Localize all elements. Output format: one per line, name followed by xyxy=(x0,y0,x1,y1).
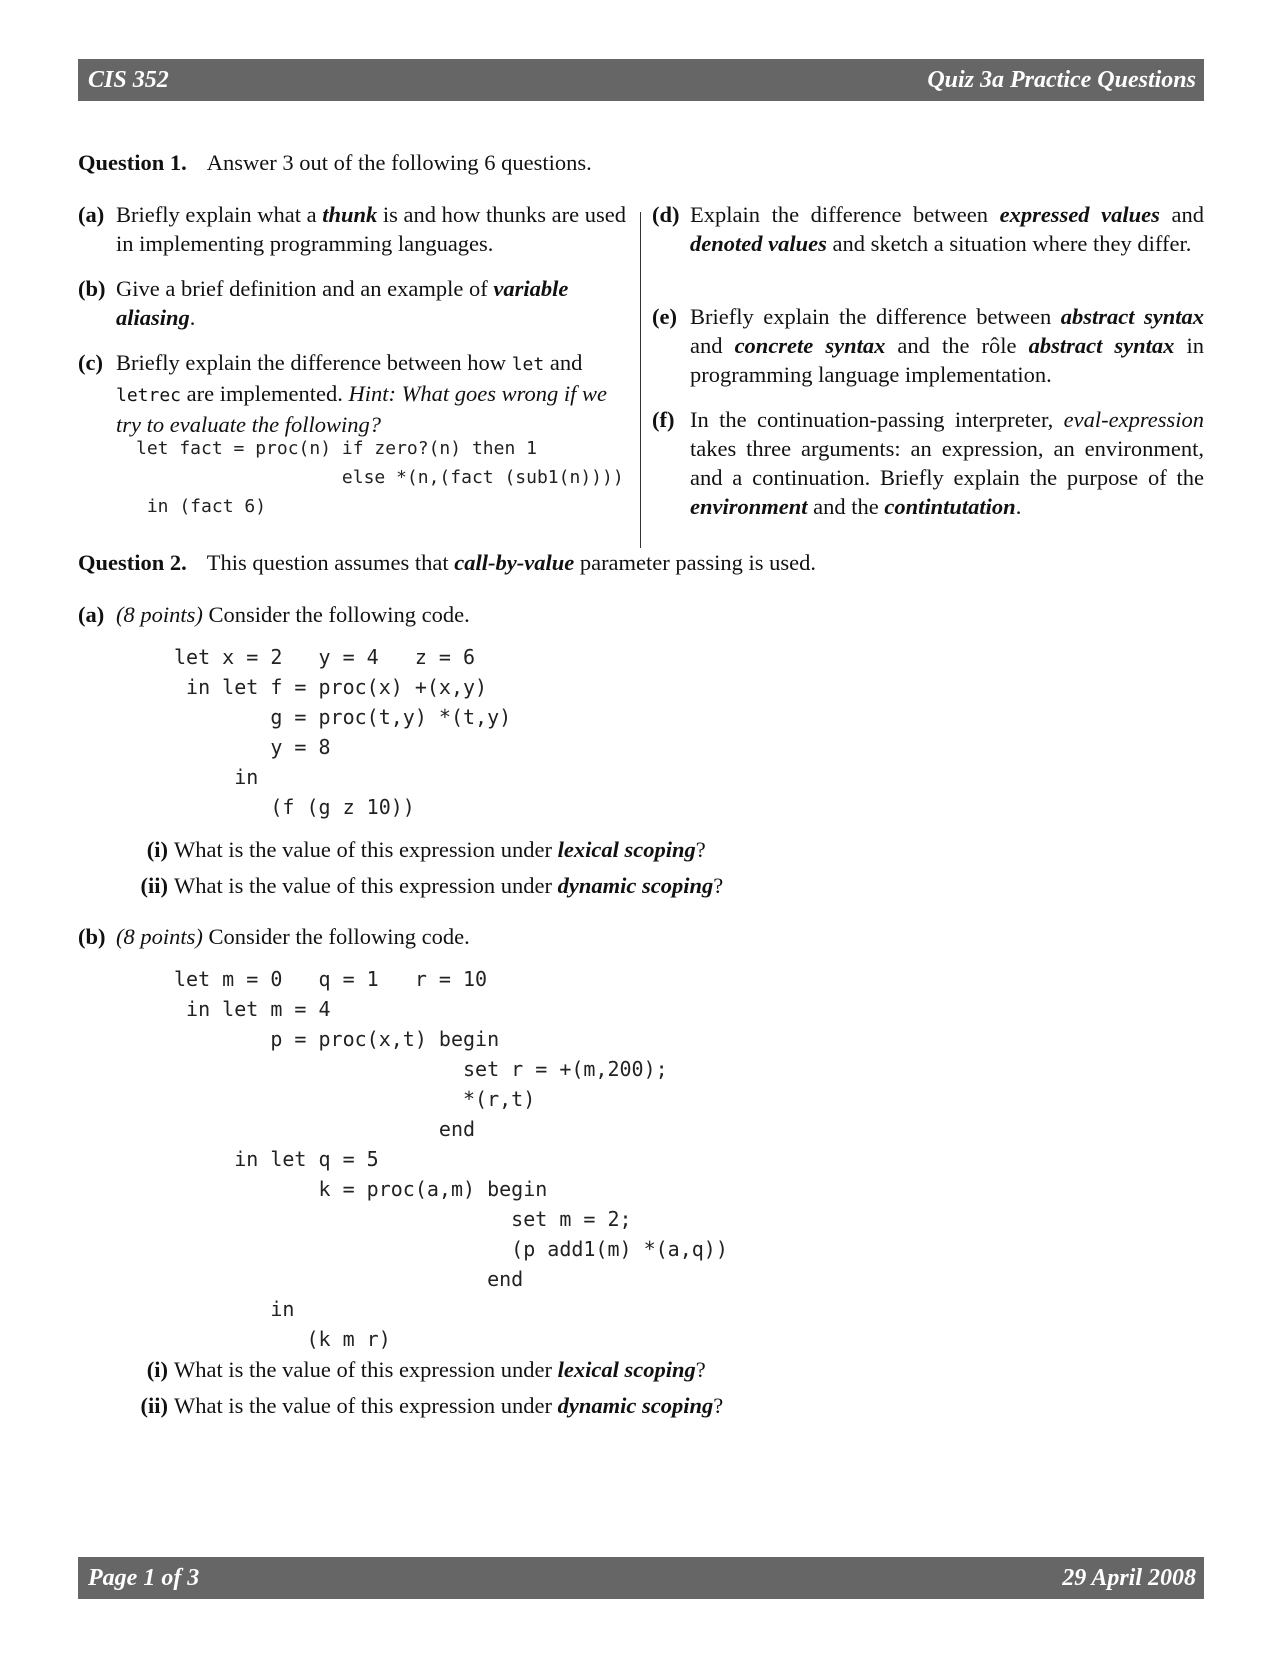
question-2-heading: Question 2. This question assumes that call-by-value parameter passing is used. xyxy=(78,550,817,575)
item-label: (b) xyxy=(78,924,106,949)
hint-text: Hint: What goes wrong if we try to evaluate the following? xyxy=(116,381,607,437)
term-variable-aliasing: variable aliasing xyxy=(116,276,569,330)
item-text: Briefly explain the difference between abstract syntax and concrete syntax and the rôle abstract syntax in programming language implementation. xyxy=(690,304,1204,387)
question-1-intro: Answer 3 out of the following 6 questions. xyxy=(206,150,592,175)
q1-item-e xyxy=(652,302,1204,389)
q1-item-a xyxy=(78,200,628,258)
q2b-subquestions xyxy=(126,1352,723,1424)
item-label: (e) xyxy=(652,304,677,329)
q2-part-a: (a) (8 points) Consider the following code. xyxy=(78,602,470,627)
item-label: (a) xyxy=(78,202,105,227)
item-text: Briefly explain the difference between how let and letrec are implemented. Hint: What goes wrong if we try to evaluate the following? xyxy=(116,350,607,437)
q1c-code-block: let fact = proc(n) if zero?(n) then 1 else *(n,(fact (sub1(n)))) in (fact 6) xyxy=(136,438,624,517)
item-text: Give a brief definition and an example of variable aliasing. xyxy=(116,276,569,330)
points-label: (8 points) xyxy=(116,924,203,949)
document-title: Quiz 3a Practice Questions xyxy=(927,67,1196,93)
q2b-code-block: let m = 0 q = 1 r = 10 in let m = 4 p = proc(x,t) begin set r = +(m,200); *(r,t) end in let q = 5 k = proc(a,m) begin set m = 2; (p add1(m) *(a,q)) end in (k m r) xyxy=(174,967,728,1351)
q2a-sub-i: (i) What is the value of this expression under lexical scoping? xyxy=(146,837,706,862)
question-2-label: Question 2. xyxy=(78,550,187,575)
q2a-sub-ii: (ii) What is the value of this expression under dynamic scoping? xyxy=(140,873,724,898)
q2-part-b: (b) (8 points) Consider the following code. xyxy=(78,924,470,949)
question-1-label: Question 1. xyxy=(78,150,187,175)
document-date: 29 April 2008 xyxy=(1062,1565,1196,1591)
term-thunk: thunk xyxy=(322,202,378,227)
page-number: Page 1 of 3 xyxy=(88,1565,200,1591)
quiz-page xyxy=(78,0,1204,1656)
item-label: (a) xyxy=(78,602,105,627)
q1-item-b xyxy=(78,274,628,332)
code-letrec: letrec xyxy=(116,385,182,406)
header-bar xyxy=(78,59,1204,101)
q2a-subquestions xyxy=(126,832,723,904)
q2a-code-block: let x = 2 y = 4 z = 6 in let f = proc(x) +(x,y) g = proc(t,y) *(t,y) y = 8 in (f (g z 10)) xyxy=(174,645,512,819)
q1-item-f xyxy=(652,405,1204,521)
footer-bar xyxy=(78,1557,1204,1599)
question-1-heading xyxy=(78,150,592,176)
q1-item-d xyxy=(652,200,1204,258)
q1-item-c xyxy=(78,348,630,439)
item-label: (f) xyxy=(652,407,675,432)
q2b-sub-ii: (ii) What is the value of this expression under dynamic scoping? xyxy=(140,1393,724,1418)
points-label: (8 points) xyxy=(116,602,203,627)
code-let: let xyxy=(511,354,545,375)
item-label: (b) xyxy=(78,276,106,301)
item-label: (d) xyxy=(652,202,680,227)
q2b-sub-i: (i) What is the value of this expression under lexical scoping? xyxy=(146,1357,706,1382)
item-text: Briefly explain what a thunk is and how thunks are used in implementing programming languages. xyxy=(116,202,626,256)
term-call-by-value: call-by-value xyxy=(454,550,575,575)
column-divider xyxy=(640,212,641,548)
item-text: Explain the difference between expressed values and denoted values and sketch a situation where they differ. xyxy=(690,202,1204,256)
item-text: In the continuation-passing interpreter, eval-expression takes three arguments: an expression, an environment, and a continuation. Briefly explain the purpose of the environment and the contintutation. xyxy=(690,407,1204,519)
course-code: CIS 352 xyxy=(88,67,169,93)
item-label: (c) xyxy=(78,350,103,375)
